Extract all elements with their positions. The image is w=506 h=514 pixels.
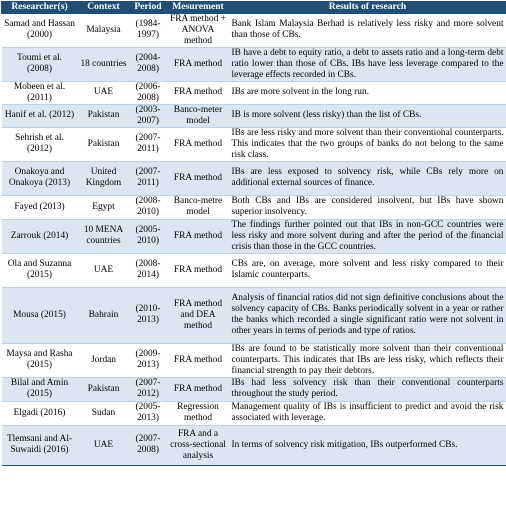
- measurement-cell: Banco-metre model: [167, 195, 230, 219]
- context-cell: Pakistan: [78, 127, 130, 161]
- researcher-cell: Fayed (2013): [2, 195, 78, 219]
- measurement-cell: FRA method: [167, 253, 230, 287]
- column-header-measurement: Mesurement: [167, 2, 230, 14]
- period-cell: (2009-2013): [130, 343, 167, 377]
- measurement-cell: FRA method: [167, 161, 230, 195]
- period-cell: (2008-2014): [130, 253, 167, 287]
- period-cell: (2010-2013): [130, 287, 167, 343]
- measurement-cell: FRA and a cross-sectional analysis: [167, 425, 230, 465]
- period-cell: (2003-2007): [130, 104, 167, 127]
- measurement-cell: Regression method: [167, 401, 230, 425]
- context-cell: Sudan: [78, 401, 130, 425]
- table-row: [2, 219, 506, 253]
- literature-review-table: [1, 1, 506, 466]
- table-row: [2, 343, 506, 377]
- measurement-cell: Banco-meter model: [167, 104, 230, 127]
- result-cell: Bank Islam Malaysia Berhad is relatively less risky and more solvent than those of CBs.: [230, 14, 506, 48]
- column-header-context: Context: [78, 2, 130, 14]
- result-cell: IB have a debt to equity ratio, a debt to assets ratio and a long-term debt ratio lower than those of CBs. IBs have less leverage compared to the leverage effects recorded in CBs.: [231, 47, 504, 80]
- researcher-cell: Hanif et al. (2012): [2, 104, 78, 127]
- table-row: [2, 425, 506, 465]
- column-header-period: Period: [130, 2, 167, 14]
- measurement-cell: FRA method: [167, 47, 230, 81]
- table-row: [2, 47, 506, 81]
- period-cell: (2004-2008): [130, 47, 167, 81]
- context-cell: UAE: [78, 253, 130, 287]
- table-row: [2, 253, 506, 287]
- result-cell: Both CBs and IBs are considered insolvent, but IBs have shown superior insolvency.: [231, 196, 504, 218]
- researcher-cell: Mousa (2015): [2, 287, 78, 343]
- literature-table-container: [1, 1, 505, 466]
- table-row: [2, 161, 506, 195]
- context-cell: Pakistan: [78, 104, 130, 127]
- measurement-cell: FRA method: [167, 219, 230, 253]
- researcher-cell: Bilal and Amin (2015): [2, 377, 78, 401]
- context-cell: Bahrain: [78, 287, 130, 343]
- measurement-cell: FRA method: [167, 343, 230, 377]
- result-cell: Management quality of IBs is insufficient to predict and avoid the risk associated with leverage.: [231, 402, 504, 424]
- researcher-cell: Samad and Hassan (2000): [2, 14, 78, 48]
- column-header-researchers: Researcher(s): [2, 2, 78, 14]
- period-cell: (2005-2010): [130, 219, 167, 253]
- result-cell: IBs are less risky and more solvent than their conventional counterparts. This indicates that the two groups of banks do not belong to the same risk class.: [231, 127, 504, 160]
- context-cell: 18 countries: [78, 47, 130, 81]
- period-cell: (2007-2008): [130, 425, 167, 465]
- column-header-results: Results of research: [230, 2, 506, 14]
- result-cell: IBs are less exposed to solvency risk, while CBs rely more on additional external sources of finance.: [230, 161, 506, 195]
- researcher-cell: Sehrish et al. (2012): [2, 127, 78, 161]
- researcher-cell: Elgadi (2016): [2, 401, 78, 425]
- researcher-cell: Onakoya and Onakoya (2013): [2, 161, 78, 195]
- result-cell: IBs are more solvent in the long run.: [230, 81, 506, 104]
- researcher-cell: Toumi et al. (2008): [2, 47, 78, 81]
- period-cell: (2007-2011): [130, 161, 167, 195]
- measurement-cell: FRA method: [167, 127, 230, 161]
- result-cell: In terms of solvency risk mitigation, IBs outperformed CBs.: [230, 425, 506, 465]
- table-header-row: [2, 2, 506, 14]
- period-cell: (2007-2012): [130, 377, 167, 401]
- researcher-cell: Maysa and Rasha (2015): [2, 343, 78, 377]
- researcher-cell: Mobeen et al. (2011): [2, 81, 78, 104]
- table-row: [2, 14, 506, 48]
- period-cell: (2006-2008): [130, 81, 167, 104]
- result-cell: CBs are, on average, more solvent and less risky compared to their Islamic counterparts.: [230, 253, 506, 287]
- period-cell: (2008-2010): [130, 195, 167, 219]
- measurement-cell: FRA method and DEA method: [167, 287, 230, 343]
- result-cell: IBs had less solvency risk than their conventional counterparts throughout the study period.: [231, 378, 504, 400]
- period-cell: (1984-1997): [130, 14, 167, 48]
- context-cell: UAE: [78, 81, 130, 104]
- researcher-cell: Zarrouk (2014): [2, 219, 78, 253]
- result-cell: IBs are found to be statistically more solvent than their conventional counterparts. This indicates that IBs are less risky, which reflects their financial strength to pay their debtors.: [231, 343, 504, 376]
- table-row: [2, 377, 506, 401]
- context-cell: United Kingdom: [78, 161, 130, 195]
- table-row: [2, 401, 506, 425]
- table-row: [2, 81, 506, 104]
- context-cell: Pakistan: [78, 377, 130, 401]
- result-cell: Analysis of financial ratios did not sign definitive conclusions about the solvency capacity of CBs. Banks periodically solvent in a year or rather the banks which recorded a single significant ratio were not solvent in other years in terms of periods and type of ratios.: [230, 287, 506, 343]
- context-cell: Malaysia: [78, 14, 130, 48]
- measurement-cell: FRA method: [167, 377, 230, 401]
- context-cell: UAE: [78, 425, 130, 465]
- researcher-cell: Tlemsani and Al-Suwaidi (2016): [2, 425, 78, 465]
- result-cell: IB is more solvent (less risky) than the list of CBs.: [230, 104, 506, 127]
- table-row: [2, 127, 506, 161]
- researcher-cell: Ola and Suzanna (2015): [2, 253, 78, 287]
- context-cell: 10 MENA countries: [78, 219, 130, 253]
- table-row: [2, 195, 506, 219]
- table-row: [2, 287, 506, 343]
- context-cell: Egypt: [78, 195, 130, 219]
- period-cell: (2007-2011): [130, 127, 167, 161]
- period-cell: (2005-2013): [130, 401, 167, 425]
- measurement-cell: FRA method: [167, 81, 230, 104]
- measurement-cell: FRA method + ANOVA method: [167, 14, 230, 48]
- table-row: [2, 104, 506, 127]
- context-cell: Jordan: [78, 343, 130, 377]
- result-cell: The findings further pointed out that IBs in non-GCC countries were less risky and more solvent during and after the period of the financial crisis than those in the GCC countries.: [231, 219, 504, 252]
